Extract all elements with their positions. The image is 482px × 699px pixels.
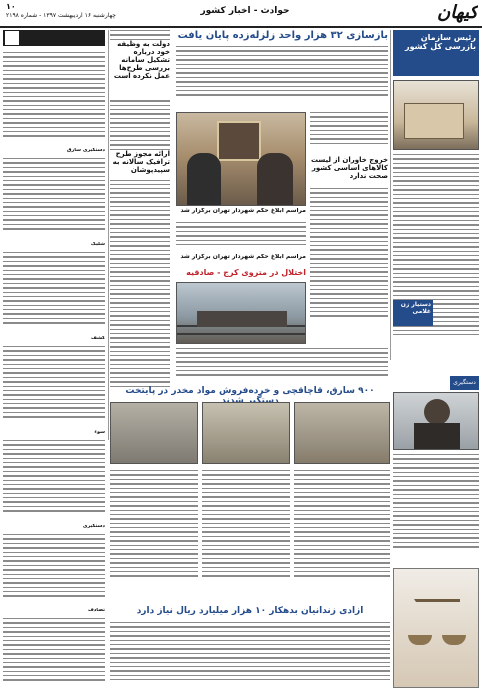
bottom-banner: ۹۰۰ سارق، قاچاقچی و خرده‌فروش مواد مخدر در پایتخت <box>125 386 375 396</box>
sport-headline: خروج خاوران از لیست کالاهای اساسی کشور صحت ندارد <box>311 156 388 181</box>
truck-photo <box>393 80 479 150</box>
left-text-block <box>3 440 105 520</box>
subway-headline: اختلال در متروی کرج - صادقیه <box>186 268 306 277</box>
left-subhead-2: شلیک <box>90 242 105 247</box>
truck-shape <box>404 103 464 139</box>
left-column <box>3 30 105 690</box>
right-box-label: دستیار زن غلامی <box>400 301 431 315</box>
rail-track <box>177 333 306 335</box>
right-feature-title: رئیس سازمان بازرسی کل کشور <box>405 33 476 52</box>
page-number: ۱۰ <box>6 2 16 11</box>
portrait-frame <box>217 121 261 161</box>
left-text-block <box>3 52 105 142</box>
left-text-block <box>3 618 105 688</box>
bottom-text-block <box>202 470 290 600</box>
left-subhead-1: دستگیری سارق <box>66 148 105 153</box>
masthead <box>0 0 482 28</box>
section-title: حوادث - اخبار کشور <box>200 6 290 16</box>
traffic-headline: ارائه مجوز طرح ترافیک سالانه به سپیدپوشان <box>110 150 170 180</box>
drug-photo-3 <box>294 402 390 464</box>
center-text-block <box>310 112 388 152</box>
left-text-block <box>3 158 105 238</box>
main-headline: بازسازی ۳۲ هزار واحد زلزله‌زده پایان یافت <box>177 30 388 41</box>
left-subhead-4: سوء <box>94 430 105 435</box>
drug-photo-1 <box>110 402 198 464</box>
drug-photo-2 <box>202 402 290 464</box>
side-headline: دولت به وظیفه خود درباره تشکیل سامانه بررسی طرح‌ها عمل نکرده است <box>110 40 170 100</box>
left-text-block <box>3 346 105 426</box>
left-text-block <box>3 534 105 604</box>
newspaper-logo-icon <box>5 31 19 45</box>
person-body <box>414 423 460 450</box>
center-text-block <box>176 348 388 384</box>
date-line: چهارشنبه ۱۶ اردیبهشت ۱۳۹۷ - شماره ۲۱۹۸ <box>6 12 117 19</box>
subway-caption: مراسم ابلاغ حکم شهردار تهران برگزار شد <box>180 254 306 260</box>
meeting-photo <box>176 112 306 206</box>
arrest-photo <box>393 392 479 450</box>
right-column <box>393 30 479 370</box>
bottom-text-block <box>110 622 390 690</box>
bottom-text-block <box>294 470 390 600</box>
subway-photo <box>176 282 306 344</box>
left-subhead-6: تصادف <box>87 608 105 613</box>
logo <box>410 2 478 24</box>
mid-caption: مراسم ابلاغ حکم شهردار تهران برگزار شد <box>180 208 306 214</box>
left-header-bar <box>3 30 105 46</box>
bottom-headline: آزادی زندانیان بدهکار ۱۰ هزار میلیارد ریال نیاز دارد <box>136 606 364 616</box>
person-left <box>187 153 221 206</box>
tag-label-text: دستگیری <box>453 379 476 386</box>
crowd <box>197 311 287 327</box>
tag-label <box>450 376 479 390</box>
right-feature-box <box>393 30 479 76</box>
left-subhead-3: کشف <box>91 336 105 341</box>
right-text-block <box>393 154 479 364</box>
main-story-text <box>176 46 388 106</box>
left-subhead-5: دستگیری <box>82 524 105 529</box>
person-right <box>257 153 293 206</box>
center-text-block <box>310 188 388 338</box>
person-head <box>424 399 450 425</box>
logo-text: کیهان <box>436 2 478 23</box>
scale-of-justice-icon <box>414 599 460 659</box>
scale-photo <box>393 568 479 688</box>
right-text-block <box>393 454 479 564</box>
bottom-text-block <box>110 470 198 600</box>
center-text-block <box>176 222 306 252</box>
left-text-block <box>3 252 105 332</box>
right-box <box>393 300 433 326</box>
